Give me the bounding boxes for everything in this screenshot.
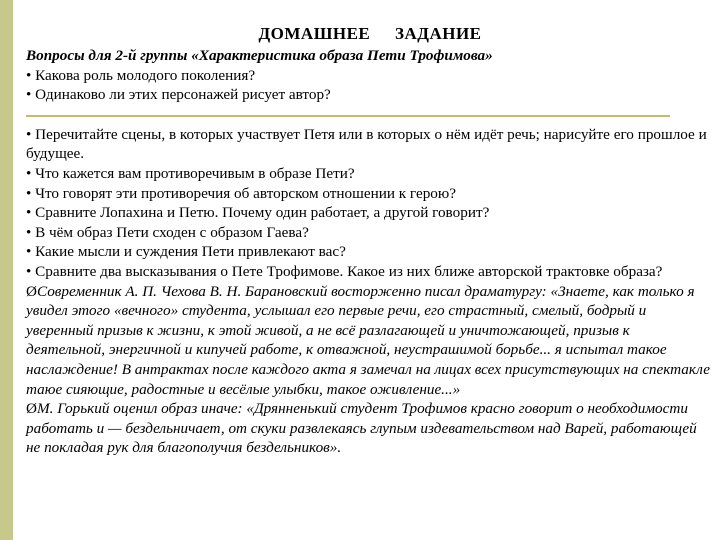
question-6: • Какие мысли и суждения Пети привлекают вас? [26, 243, 346, 261]
arrow-bullet-icon: Ø [26, 400, 37, 418]
top-question-1: • Какова роль молодого поколения? [26, 66, 256, 84]
question-7: • Сравните два высказывания о Пете Трофимове. Какое из них ближе авторской трактовке образа? [26, 262, 663, 280]
question-2: • Что кажется вам противоречивым в образе Пети? [26, 164, 355, 182]
quote-barabanovsky [26, 282, 712, 400]
quote-gorky-text: М. Горький оценил образ иначе: «Дрянненький студент Трофимов красно говорит о необходимости работать и — бездельничает, от скуки развлекаясь глупым издевательством над Варей, работающей не покладая рук для благополучия бездельников». [26, 400, 697, 457]
question-3: • Что говорят эти противоречия об авторском отношении к герою? [26, 184, 456, 202]
top-question-2: • Одинаково ли этих персонажей рисует автор? [26, 86, 331, 104]
section-divider [26, 115, 670, 117]
subheading: Вопросы для 2-й группы «Характеристика образа Пети Трофимова» [26, 47, 493, 64]
left-accent-bar [0, 0, 13, 540]
quote-barabanovsky-text: Современник А. П. Чехова В. Н. Барановский восторженно писал драматургу: «Знаете, как только я увидел этого «вечного» студента, услышал его первые речи, его страстный, смелый, бодрый и уверенный призыв к жизни, к этой живой, а не всё разлагающей и уничтожающей, призыв к деятельной, энергичной и кипучей работе, к отважной, неустрашимой борьбе... я испытал такое наслаждение! В антрактах после каждого акта я замечал на лицах всех присутствующих на спектакле таюе сияющие, радостные и весёлые улыбки, такое оживление...» [26, 282, 711, 398]
document-body [26, 46, 712, 458]
question-1: • Перечитайте сцены, в которых участвует Петя или в которых о нём идёт речь; нарисуйте его прошлое и будущее. [26, 125, 707, 163]
quote-gorky [26, 399, 712, 458]
arrow-bullet-icon: Ø [26, 282, 37, 300]
question-5: • В чём образ Пети сходен с образом Гаева? [26, 223, 309, 241]
question-4: • Сравните Лопахина и Петю. Почему один работает, а другой говорит? [26, 204, 490, 222]
page-title: ДОМАШНЕЕ ЗАДАНИЕ [258, 24, 482, 43]
